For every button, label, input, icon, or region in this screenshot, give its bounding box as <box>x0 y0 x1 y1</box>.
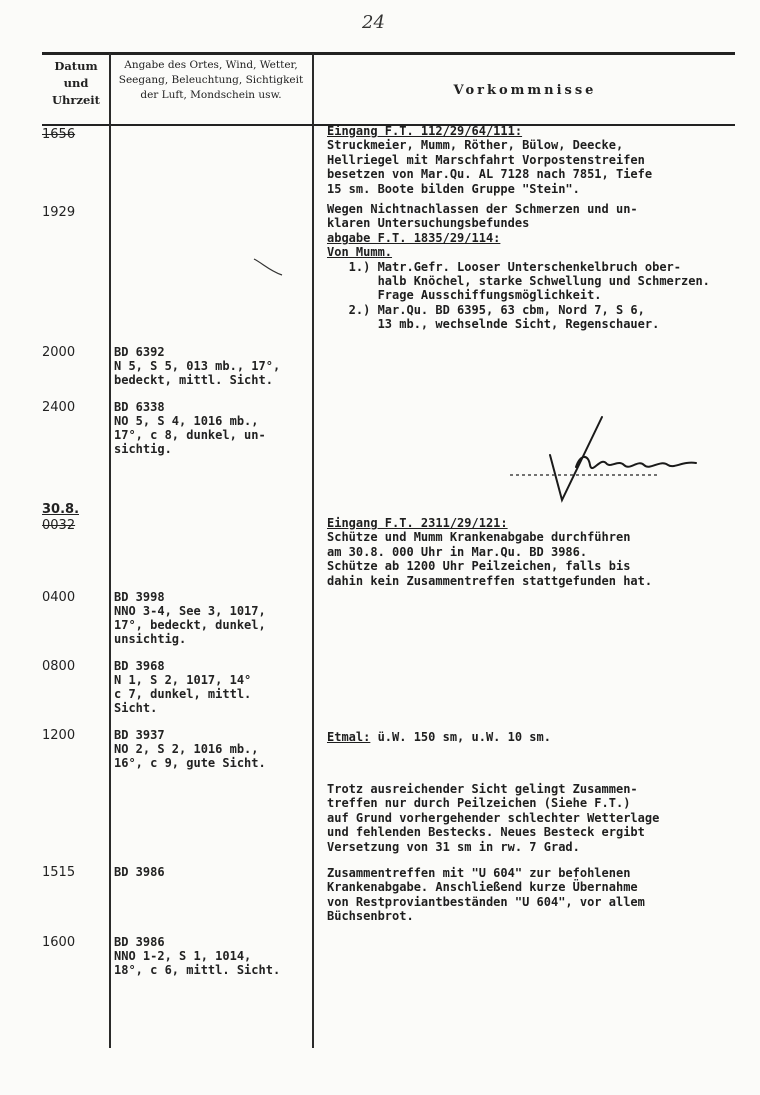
time-1929: 1929 <box>42 205 76 220</box>
pen-mark <box>250 253 290 283</box>
time-1515: 1515 <box>42 865 76 880</box>
entry-title: Etmal: <box>327 730 371 744</box>
header-location: Angabe des Ortes, Wind, Wetter, Seegang, Beleuchtung, Sichtigkeit der Luft, Mondschein usw. <box>118 59 304 101</box>
time-2000: 2000 <box>42 345 76 360</box>
time-0800: 0800 <box>42 659 76 674</box>
entry-subtitle: Von Mumm. <box>327 245 393 260</box>
location-1515: BD 3986 <box>114 865 165 879</box>
entry-text: 1.) Matr.Gefr. Looser Unterschenkelbruch ober- halb Knöchel, starke Schwellung und Schmerzen. Frage Ausschiffungsmöglichkeit. 2.) Mar.Qu. BD 6395, 63 cbm, Nord 7, S 6, 13 mb., wechselnde Sicht, Regenschauer. <box>348 259 710 332</box>
entry-text: ü.W. 150 sm, u.W. 10 sm. <box>370 730 551 744</box>
entry-1200 <box>327 730 737 744</box>
entry-pre: Wegen Nichtnachlassen der Schmerzen und un- klaren Untersuchungsbefundes <box>327 202 638 231</box>
time-1600: 1600 <box>42 935 76 950</box>
entry-1515: Zusammentreffen mit "U 604" zur befohlenen Krankenabgabe. Anschließend kurze Übernahme von Restproviantbeständen "U 604", vor allem Büchsenbrot. <box>327 866 645 924</box>
time-1656: 1656 <box>42 127 76 142</box>
date-30-8: 30.8. <box>42 502 80 517</box>
entry-title: Eingang F.T. 112/29/64/111: <box>327 124 523 138</box>
column-divider-1 <box>109 53 111 1048</box>
top-rule <box>42 52 735 55</box>
entry-text: Struckmeier, Mumm, Röther, Bülow, Deecke, Hellriegel mit Marschfahrt Vorpostenstreifen besetzen von Mar.Qu. AL 7128 nach 7851, Tiefe 15 sm. Boote bilden Gruppe "Stein". <box>327 138 653 196</box>
time-2400: 2400 <box>42 400 76 415</box>
location-1600: BD 3986 NNO 1-2, S 1, 1014, 18°, c 6, mittl. Sicht. <box>114 935 281 977</box>
location-1200: BD 3937 NO 2, S 2, 1016 mb., 16°, c 9, gute Sicht. <box>114 728 266 770</box>
location-2000: BD 6392 N 5, S 5, 013 mb., 17°, bedeckt, mittl. Sicht. <box>114 345 281 387</box>
time-1200: 1200 <box>42 728 76 743</box>
header-time: Datum und Uhrzeit <box>52 59 100 107</box>
signature <box>510 415 710 505</box>
entry-1929 <box>327 202 737 332</box>
entry-0032 <box>327 516 737 588</box>
location-0800: BD 3968 N 1, S 2, 1017, 14° c 7, dunkel, mittl. Sicht. <box>114 659 252 715</box>
location-2400: BD 6338 NO 5, S 4, 1016 mb., 17°, c 8, dunkel, un- sichtig. <box>114 400 266 456</box>
entry-remark: Trotz ausreichender Sicht gelingt Zusammen- treffen nur durch Peilzeichen (Siehe F.T.) auf Grund vorhergehender schlechter Wetterlage und fehlenden Bestecks. Neues Besteck ergibt Versetzung von 31 sm in rw. 7 Grad. <box>327 782 660 854</box>
time-0400: 0400 <box>42 590 76 605</box>
time-0032: 0032 <box>42 518 76 533</box>
header-events: Vorkommnisse <box>453 83 597 98</box>
page-number: 24 <box>362 12 385 33</box>
location-0400: BD 3998 NNO 3-4, See 3, 1017, 17°, bedeckt, dunkel, unsichtig. <box>114 590 266 646</box>
entry-title: abgabe F.T. 1835/29/114: <box>327 230 501 245</box>
entry-text: Schütze und Mumm Krankenabgabe durchführen am 30.8. 000 Uhr in Mar.Qu. BD 3986. Schütze ab 1200 Uhr Peilzeichen, falls bis dahin kein Zusammentreffen stattgefunden hat. <box>327 530 653 588</box>
entry-title: Eingang F.T. 2311/29/121: <box>327 516 508 530</box>
entry-1656 <box>327 124 737 196</box>
column-divider-2 <box>312 53 314 1048</box>
